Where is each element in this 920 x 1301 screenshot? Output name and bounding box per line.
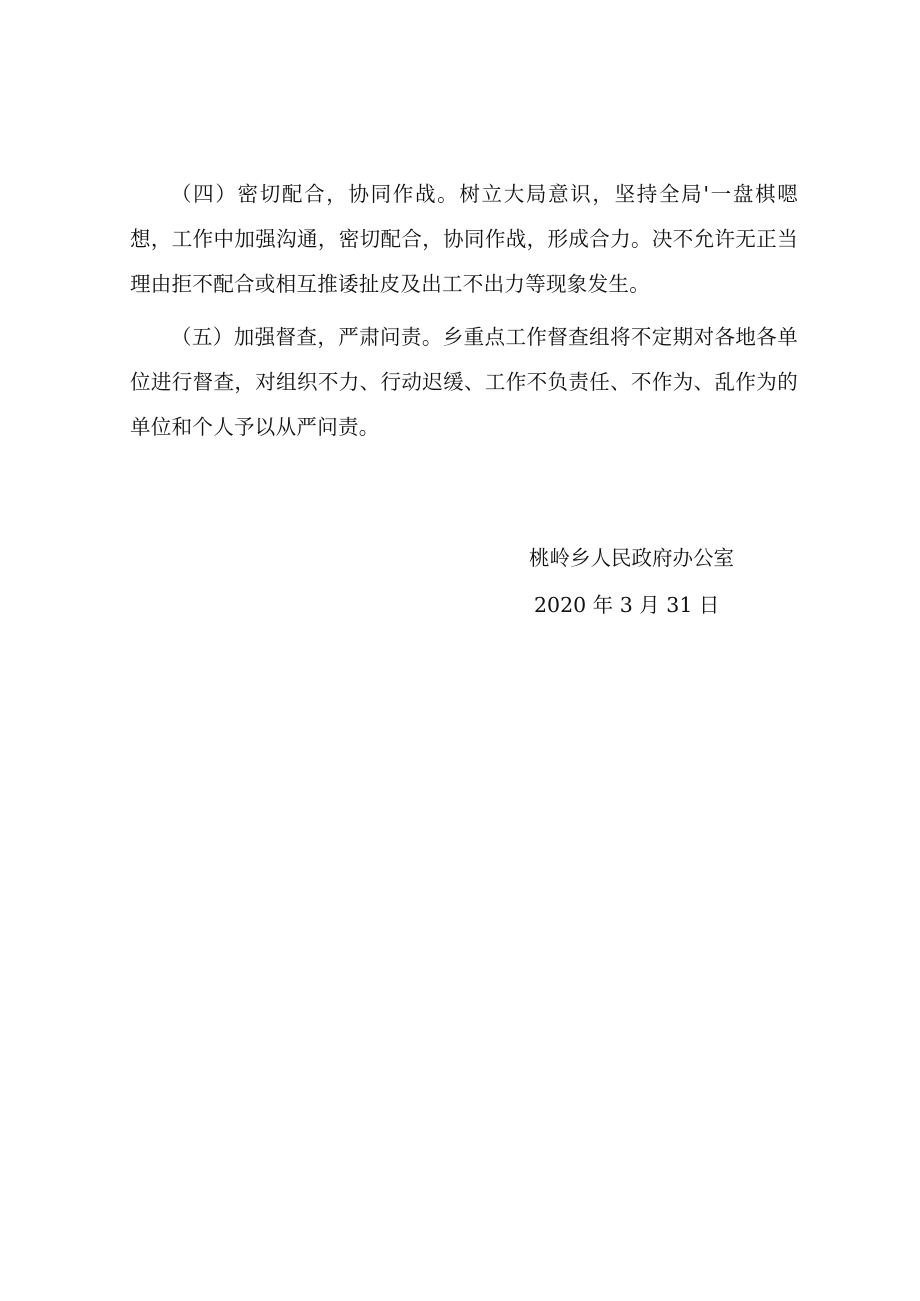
paragraph-section-five: （五）加强督查，严肃问责。乡重点工作督查组将不定期对各地各单位进行督查，对组织不力、行动迟缓、工作不负责任、不作为、乱作为的单位和个人予以从严问责。 [130,325,798,439]
paragraph-section-four: （四）密切配合，协同作战。树立大局意识，坚持全局'一盘棋嗯想，工作中加强沟通，密切配合，协同作战，形成合力。决不允许无正当理由拒不配合或相互推诿扯皮及出工不出力等现象发生。 [130,182,798,296]
document-body [130,172,798,458]
signature-block [529,536,789,628]
signature-date: 2020 年 3 月 31 日 [534,593,720,617]
signature-organization: 桃岭乡人民政府办公室 [529,546,734,570]
